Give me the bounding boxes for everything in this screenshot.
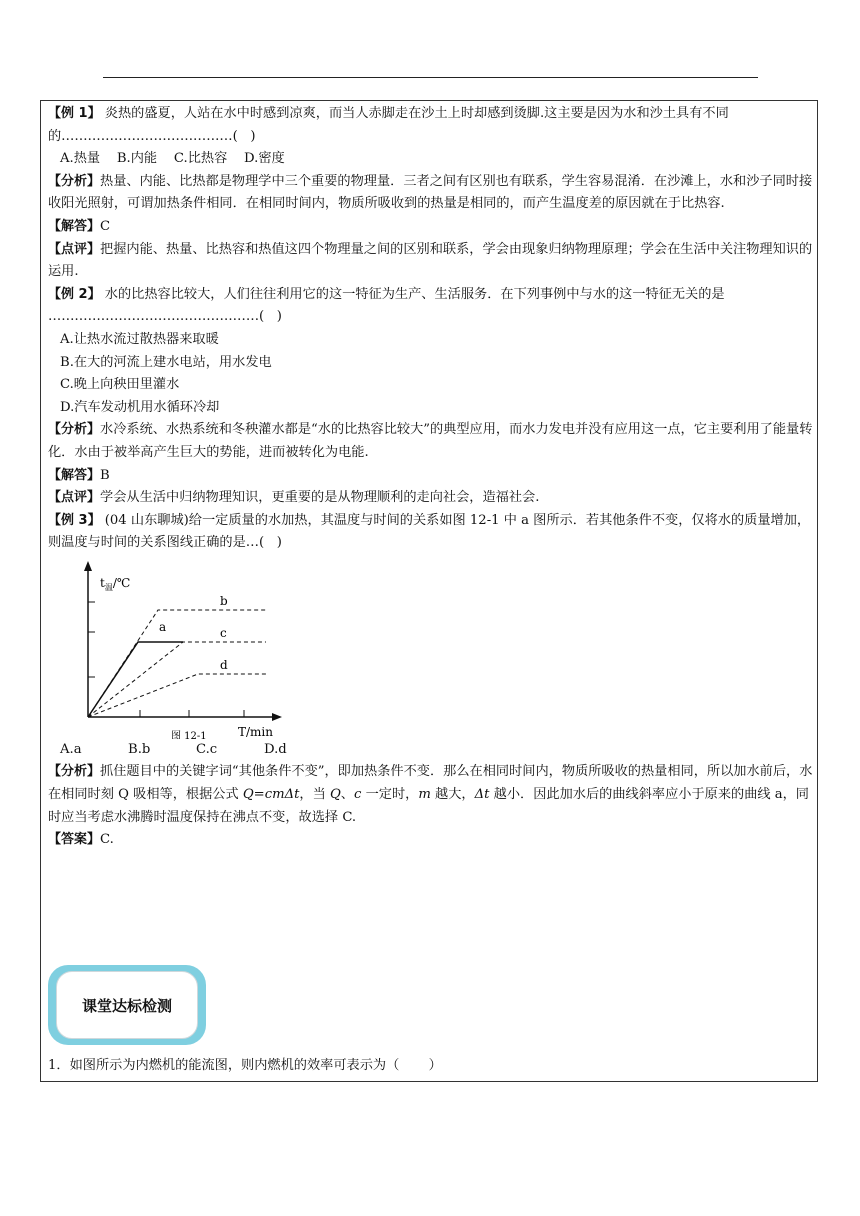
x-axis-arrow xyxy=(272,713,282,721)
curve-label-b: b xyxy=(220,593,228,608)
curve-label-d: d xyxy=(220,657,228,672)
y-axis-label: $t_温/℃$ xyxy=(100,575,131,592)
example-1-question xyxy=(48,103,814,148)
example-2-answer: 【解答】B xyxy=(48,467,110,483)
example-2-option-c: C.晚上向秧田里灌水 xyxy=(60,377,180,393)
example-3-answer: 【答案】C. xyxy=(48,832,114,848)
example-2-option-d: D.汽车发动机用水循环冷却 xyxy=(60,399,220,415)
example-2-analysis: 【分析】水冷系统、水热系统和冬秧灌水都是“水的比热容比较大”的典型应用，而水力发电并没有应用这一点，它主要利用了能量转化．水由于被举高产生巨大的势能，进而被转化为电能. xyxy=(48,422,813,460)
curve-label-a: a xyxy=(159,619,167,634)
question-1: 1．如图所示为内燃机的能流图，则内燃机的效率可表示为（ ） xyxy=(48,1058,442,1073)
section-badge xyxy=(48,965,206,1045)
curve-b xyxy=(88,610,266,717)
curve-c xyxy=(88,642,266,717)
example-1-tag: 【例 1】 xyxy=(48,106,101,121)
figure-12-1 xyxy=(58,559,318,739)
x-axis-label: T/min xyxy=(238,724,273,739)
example-2-option-b: B.在大的河流上建水电站，用水发电 xyxy=(60,354,272,370)
example-2-tag: 【例 2】 xyxy=(48,286,101,302)
example-1-analysis: 【分析】热量、内能、比热都是物理学中三个重要的物理量．三者之间有区别也有联系，学生容易混淆．在沙滩上，水和沙子同时接收阳光照射，可谓加热条件相同．在相同时间内，物质所吸收到的热量是相同的，而产生温度差的原因就在于比热容. xyxy=(48,173,813,212)
curve-d xyxy=(88,674,266,717)
example-3-tag: 【例 3】 xyxy=(48,512,101,528)
example-2-comment: 【点评】学会从生活中归纳物理知识，更重要的是从物理顺利的走向社会，造福社会. xyxy=(48,490,540,506)
example-2-option-a: A.让热水流过散热器来取暖 xyxy=(60,331,219,347)
example-2-question xyxy=(48,284,814,307)
example-1-text: 炎热的盛夏，人站在水中时感到凉爽，而当人赤脚走在沙土上时却感到烫脚.这主要是因为水和沙土具有不同的…………………………………( ) xyxy=(48,106,729,144)
example-2-text: 水的比热容比较大，人们往往利用它的这一特征为生产、生活服务．在下列事例中与水的这一特征无关的是 xyxy=(100,286,725,302)
example-1-options: A.热量 B.内能 C.比热容 D.密度 xyxy=(60,151,285,167)
curve-a xyxy=(88,642,183,717)
example-3-text: (04 山东聊城)给一定质量的水加热，其温度与时间的关系如图 12-1 中 a 图所示．若其他条件不变，仅将水的质量增加，则温度与时间的关系图线正确的是…( ) xyxy=(48,512,811,551)
example-3-options: A.a B.b C.c D.d xyxy=(60,741,287,757)
figure-caption: 图 12-1 xyxy=(171,730,207,739)
temperature-time-graph xyxy=(58,559,318,739)
document-content xyxy=(48,103,814,852)
example-3-analysis: 【分析】抓住题目中的关键字词“其他条件不变”，即加热条件不变．那么在相同时间内，物质所吸收的热量相同，所以加水前后，水在相同时刻 Q 吸相等，根据公式 Q=cmΔt，当 Q、c 一定时，m 越大，Δt 越小．因此加水后的曲线斜率应小于原来的曲线 a，同时应当考虑水沸腾时温度保持在沸点不变，故选择 C. xyxy=(48,764,813,825)
section-badge-label: 课堂达标检测 xyxy=(56,971,198,1039)
example-1-answer: 【解答】C xyxy=(48,218,111,234)
y-axis-arrow xyxy=(84,561,92,571)
curve-label-c: c xyxy=(220,625,227,640)
example-2-dots: …………………………………………( ) xyxy=(48,309,282,325)
header-rule xyxy=(103,77,758,78)
example-3-question xyxy=(48,510,814,555)
example-1-comment: 【点评】把握内能、热量、比热容和热值这四个物理量之间的区别和联系，学会由现象归纳物理原理；学会在生活中关注物理知识的运用. xyxy=(48,241,813,280)
